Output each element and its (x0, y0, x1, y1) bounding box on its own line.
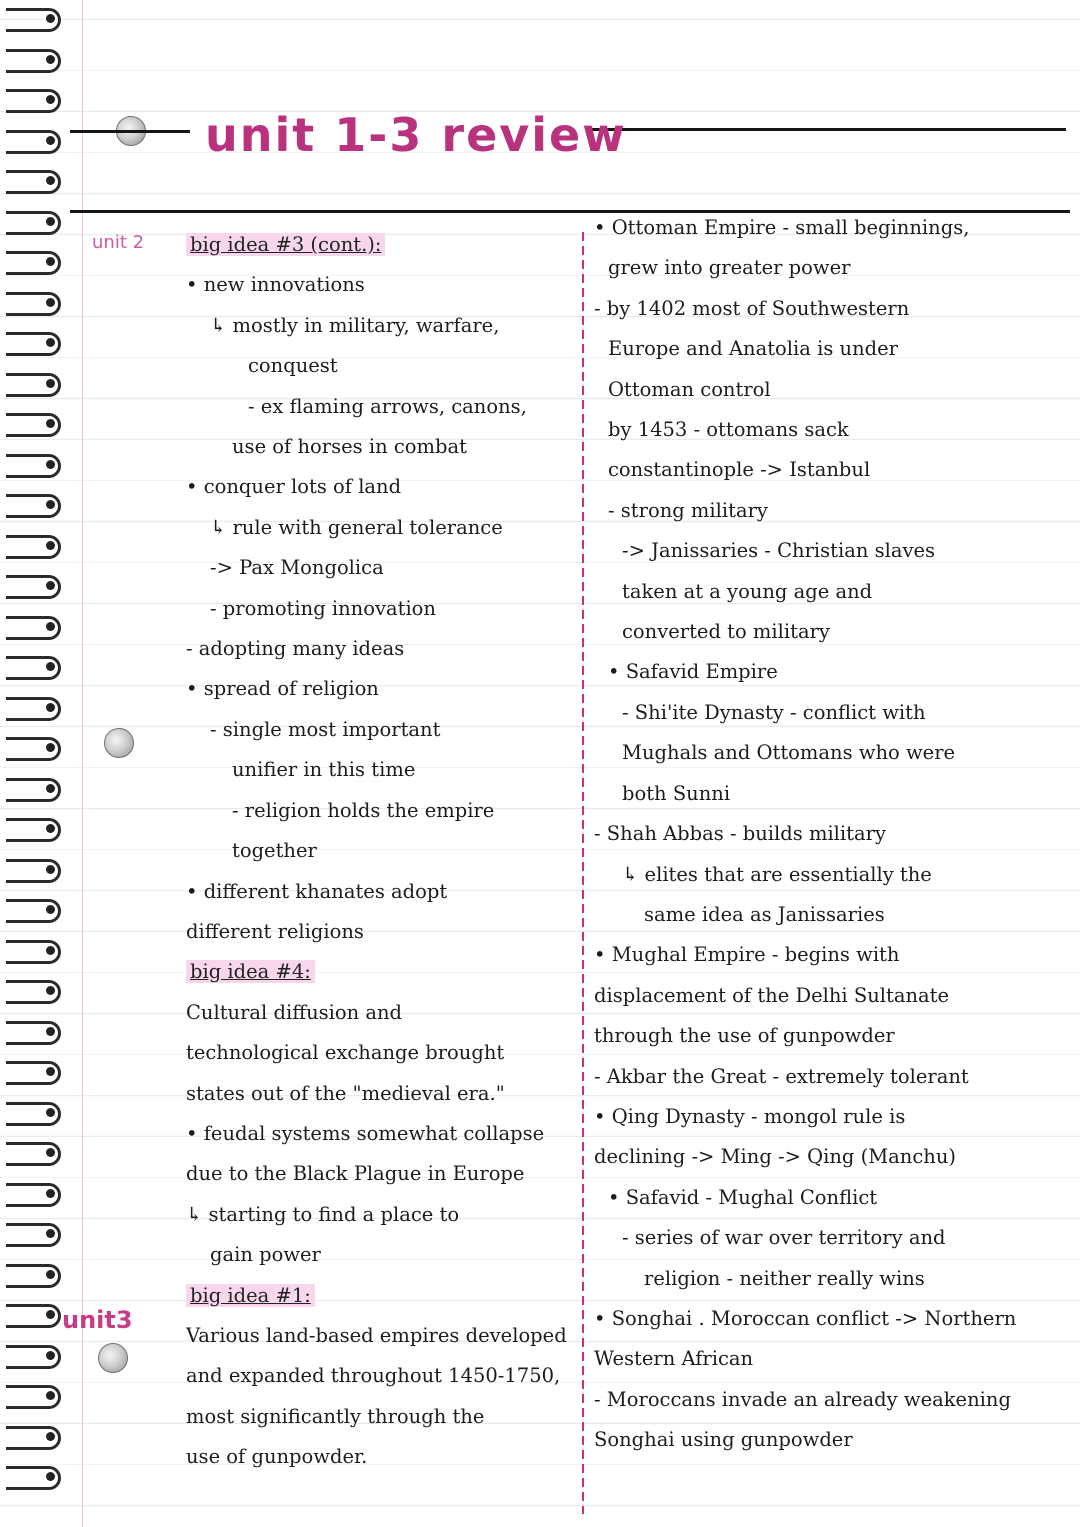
left-note-text: use of gunpowder. (186, 1445, 368, 1469)
left-note-text: • new innovations (186, 273, 365, 297)
spiral-coil (6, 373, 64, 395)
spiral-coil (6, 170, 64, 192)
left-note-line (186, 1397, 578, 1437)
left-note-text: • conquer lots of land (186, 475, 402, 499)
left-note-line (186, 710, 578, 750)
binder-hole-bottom (98, 1343, 128, 1373)
title-rule-right (590, 128, 1066, 131)
right-note-line (594, 774, 1064, 814)
right-note-text: - by 1402 most of Southwestern (594, 296, 910, 320)
right-note-line (594, 612, 1064, 652)
big-idea-heading: big idea #4: (186, 960, 315, 983)
left-note-text: due to the Black Plague in Europe (186, 1162, 525, 1186)
right-note-line (594, 329, 1064, 369)
left-note-line (186, 387, 578, 427)
left-note-text: - promoting innovation (210, 596, 436, 620)
right-note-text: • Songhai . Moroccan conflict -> Northern (594, 1306, 1017, 1330)
spiral-coil (6, 1264, 64, 1286)
unit2-label: unit 2 (92, 232, 145, 253)
left-note-text: different religions (186, 919, 364, 943)
left-note-text: - adopting many ideas (186, 637, 405, 661)
left-note-line (186, 1114, 578, 1154)
right-note-text: constantinople -> Istanbul (608, 458, 871, 482)
left-note-line (186, 548, 578, 588)
left-note-line (186, 872, 578, 912)
left-note-line (186, 346, 578, 386)
title-rule-left (70, 130, 190, 133)
right-note-line (594, 1097, 1064, 1137)
spiral-coil (6, 1021, 64, 1043)
spiral-coil (6, 1223, 64, 1245)
left-note-line (186, 508, 578, 548)
right-note-text: Ottoman control (608, 377, 771, 401)
spiral-coil (6, 1345, 64, 1367)
spiral-coil (6, 737, 64, 759)
right-note-text: by 1453 - ottomans sack (608, 418, 849, 442)
left-note-text: - ex flaming arrows, canons, (248, 394, 527, 418)
spiral-coil (6, 980, 64, 1002)
spiral-coil (6, 49, 64, 71)
spiral-coil (6, 332, 64, 354)
spiral-coil (6, 130, 64, 152)
left-note-text: Various land-based empires developed (186, 1323, 567, 1347)
left-note-text: Cultural diffusion and (186, 1000, 403, 1024)
right-note-text: - Shah Abbas - builds military (594, 822, 886, 846)
spiral-coil (6, 292, 64, 314)
right-note-text: • Safavid - Mughal Conflict (608, 1185, 878, 1209)
right-note-line (594, 895, 1064, 935)
left-note-text: together (232, 839, 317, 863)
left-note-line (186, 831, 578, 871)
right-note-text: - strong military (608, 498, 768, 522)
spiral-coil (6, 778, 64, 800)
left-note-text: gain power (210, 1243, 321, 1267)
right-note-text: • Mughal Empire - begins with (594, 943, 900, 967)
right-note-line (594, 248, 1064, 288)
spiral-coil (6, 1385, 64, 1407)
right-note-text: • Ottoman Empire - small beginnings, (594, 216, 970, 239)
right-note-text: grew into greater power (608, 256, 851, 280)
right-note-line (594, 935, 1064, 975)
left-note-line (186, 1316, 578, 1356)
right-note-line (594, 289, 1064, 329)
left-note-line (186, 791, 578, 831)
big-idea-heading: big idea #3 (cont.): (186, 233, 385, 256)
left-note-line (186, 912, 578, 952)
right-note-text: • Safavid Empire (608, 660, 778, 684)
spiral-coil (6, 1061, 64, 1083)
right-note-text: Western African (594, 1347, 754, 1371)
left-note-text: and expanded throughout 1450-1750, (186, 1364, 561, 1388)
spiral-coil (6, 413, 64, 435)
right-note-line (594, 1178, 1064, 1218)
right-note-text: taken at a young age and (622, 579, 873, 603)
left-note-line (186, 669, 578, 709)
right-note-line (594, 1380, 1064, 1420)
right-note-text: through the use of gunpowder (594, 1024, 895, 1048)
right-note-line (594, 1218, 1064, 1258)
spiral-coil (6, 1183, 64, 1205)
right-note-text: • Qing Dynasty - mongol rule is (594, 1104, 906, 1128)
left-note-text: use of horses in combat (232, 435, 467, 459)
left-note-text: technological exchange brought (186, 1041, 505, 1065)
spiral-coil (6, 8, 64, 30)
left-note-line (186, 1276, 578, 1316)
right-note-line (594, 1137, 1064, 1177)
spiral-coil (6, 494, 64, 516)
right-note-text: - Shi'ite Dynasty - conflict with (622, 700, 926, 724)
right-note-text: declining -> Ming -> Qing (Manchu) (594, 1145, 957, 1169)
page-title: unit 1-3 review (205, 108, 627, 162)
right-note-line (594, 733, 1064, 773)
right-note-line (594, 1016, 1064, 1056)
right-note-text: - Akbar the Great - extremely tolerant (594, 1064, 969, 1088)
spiral-coil (6, 211, 64, 233)
left-note-line (186, 589, 578, 629)
spiral-coil (6, 818, 64, 840)
left-note-line (186, 1154, 578, 1194)
left-note-text: - single most important (210, 717, 441, 741)
left-note-text: ↳ rule with general tolerance (210, 515, 503, 539)
right-note-line (594, 572, 1064, 612)
right-note-line (594, 208, 1064, 248)
right-note-line (594, 855, 1064, 895)
left-note-text: - religion holds the empire (232, 798, 495, 822)
left-note-text: • spread of religion (186, 677, 379, 701)
right-note-text: Mughals and Ottomans who were (622, 741, 956, 765)
left-note-line (186, 1074, 578, 1114)
left-note-text: -> Pax Mongolica (210, 556, 384, 580)
right-note-line (594, 652, 1064, 692)
right-note-line (594, 693, 1064, 733)
left-note-text: states out of the "medieval era." (186, 1081, 505, 1105)
right-note-line (594, 814, 1064, 854)
right-note-line (594, 1339, 1064, 1379)
left-note-text: ↳ starting to find a place to (186, 1202, 460, 1226)
binder-hole-middle (104, 728, 134, 758)
right-note-text: displacement of the Delhi Sultanate (594, 983, 950, 1007)
left-note-text: most significantly through the (186, 1404, 485, 1428)
column-divider (582, 232, 584, 1514)
unit3-label: unit3 (62, 1306, 133, 1334)
right-note-line (594, 976, 1064, 1016)
spiral-coil (6, 1466, 64, 1488)
right-note-line (594, 491, 1064, 531)
right-note-text: ↳ elites that are essentially the (622, 862, 932, 886)
spiral-coil (6, 89, 64, 111)
left-note-line (186, 427, 578, 467)
left-note-line (186, 629, 578, 669)
right-note-text: converted to military (622, 620, 830, 644)
right-note-line (594, 370, 1064, 410)
spiral-coil (6, 454, 64, 476)
left-note-line (186, 467, 578, 507)
right-column (594, 208, 1064, 1461)
spiral-coil (6, 251, 64, 273)
spiral-coil (6, 940, 64, 962)
spiral-coil (6, 1426, 64, 1448)
left-note-line (186, 1356, 578, 1396)
left-note-line (186, 265, 578, 305)
right-note-text: religion - neither really wins (644, 1266, 925, 1290)
spiral-coil (6, 656, 64, 678)
left-note-line (186, 993, 578, 1033)
right-note-line (594, 1420, 1064, 1460)
right-note-line (594, 531, 1064, 571)
right-note-text: same idea as Janissaries (644, 902, 885, 926)
left-note-text: conquest (248, 354, 338, 378)
left-note-line (186, 1437, 578, 1477)
left-note-line (186, 306, 578, 346)
right-note-text: Europe and Anatolia is under (608, 337, 898, 361)
spiral-coil (6, 1142, 64, 1164)
left-column (186, 225, 578, 1478)
left-note-line (186, 952, 578, 992)
left-note-line (186, 1195, 578, 1235)
right-note-text: both Sunni (622, 781, 731, 805)
left-note-text: ↳ mostly in military, warfare, (210, 313, 500, 337)
spiral-coil (6, 1102, 64, 1124)
left-note-line (186, 225, 578, 265)
left-note-text: unifier in this time (232, 758, 416, 782)
spiral-coil (6, 535, 64, 557)
margin-line (82, 0, 83, 1527)
right-note-line (594, 450, 1064, 490)
spiral-coil (6, 859, 64, 881)
spiral-coil (6, 575, 64, 597)
right-note-line (594, 1299, 1064, 1339)
right-note-line (594, 1057, 1064, 1097)
left-note-line (186, 1235, 578, 1275)
spiral-coil (6, 697, 64, 719)
left-note-line (186, 750, 578, 790)
spiral-binding (0, 0, 70, 1527)
spiral-coil (6, 616, 64, 638)
spiral-coil (6, 899, 64, 921)
right-note-text: Songhai using gunpowder (594, 1428, 853, 1452)
right-note-line (594, 1259, 1064, 1299)
left-note-line (186, 1033, 578, 1073)
left-note-text: • different khanates adopt (186, 879, 448, 903)
big-idea-heading: big idea #1: (186, 1284, 315, 1307)
left-note-text: • feudal systems somewhat collapse (186, 1121, 545, 1145)
right-note-text: -> Janissaries - Christian slaves (622, 539, 936, 563)
right-note-text: - Moroccans invade an already weakening (594, 1387, 1011, 1411)
spiral-coil (6, 1304, 64, 1326)
right-note-line (594, 410, 1064, 450)
right-note-text: - series of war over territory and (622, 1226, 946, 1250)
